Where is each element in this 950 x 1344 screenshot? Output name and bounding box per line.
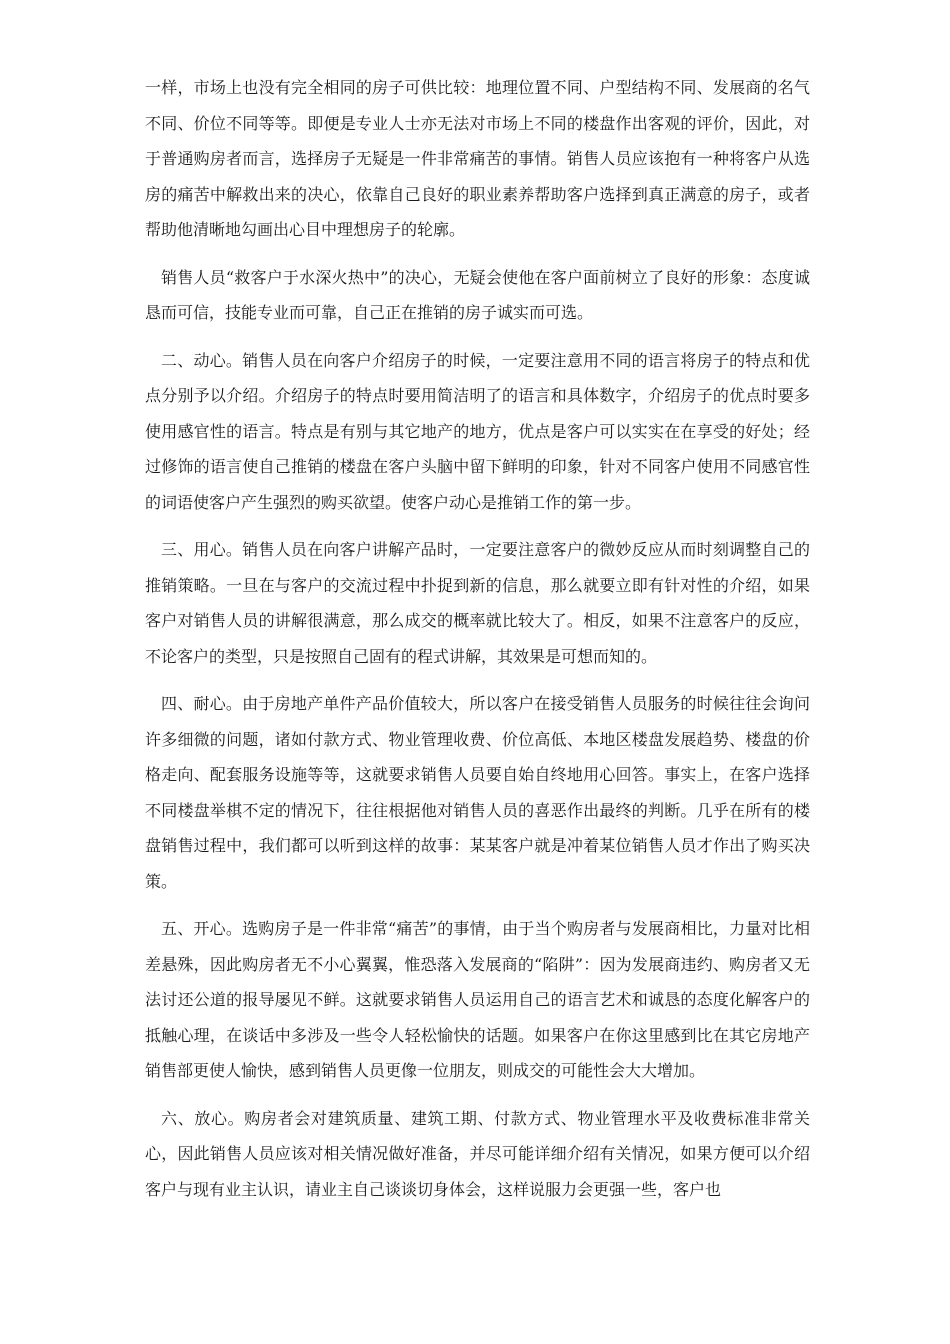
paragraph-section-2-dongxin: 二、动心。销售人员在向客户介绍房子的时候，一定要注意用不同的语言将房子的特点和优点分别予以介绍。介绍房子的特点时要用简洁明了的语言和具体数字，介绍房子的优点时要多使用感官性的语言。特点是有别与其它地产的地方，优点是客户可以实实在在享受的好处；经过修饰的语言使自己推销的楼盘在客户头脑中留下鲜明的印象，针对不同客户使用不同感官性的词语使客户产生强烈的购买欲望。使客户动心是推销工作的第一步。 [145,350,810,512]
paragraph-section-3-yongxin: 三、用心。销售人员在向客户讲解产品时，一定要注意客户的微妙反应从而时刻调整自己的推销策略。一旦在与客户的交流过程中扑捉到新的信息，那么就要立即有针对性的介绍，如果客户对销售人员的讲解很满意，那么成交的概率就比较大了。相反，如果不注意客户的反应，不论客户的类型，只是按照自己固有的程式讲解，其效果是可想而知的。 [145,540,810,666]
paragraph-section-6-fangxin: 六、放心。购房者会对建筑质量、建筑工期、付款方式、物业管理水平及收费标准非常关心，因此销售人员应该对相关情况做好准备，并尽可能详细介绍有关情况，如果方便可以介绍客户与现有业主认识，请业主自己谈谈切身体会，这样说服力会更强一些，客户也 [145,1108,810,1199]
paragraph-salesperson-image: 销售人员“救客户于水深火热中”的决心，无疑会使他在客户面前树立了良好的形象：态度诚恳而可信，技能专业而可靠，自己正在推销的房子诚实而可选。 [145,267,810,322]
paragraph-intro-continuation: 一样，市场上也没有完全相同的房子可供比较：地理位置不同、户型结构不同、发展商的名气不同、价位不同等等。即便是专业人士亦无法对市场上不同的楼盘作出客观的评价，因此，对于普通购房者而言，选择房子无疑是一件非常痛苦的事情。销售人员应该抱有一种将客户从选房的痛苦中解救出来的决心，依靠自己良好的职业素养帮助客户选择到真正满意的房子，或者帮助他清晰地勾画出心目中理想房子的轮廓。 [145,78,810,239]
paragraph-section-5-kaixin: 五、开心。选购房子是一件非常“痛苦”的事情，由于当个购房者与发展商相比，力量对比相差悬殊，因此购房者无不小心翼翼，惟恐落入发展商的“陷阱”：因为发展商违约、购房者又无法讨还公道的报导屡见不鲜。这就要求销售人员运用自己的语言艺术和诚恳的态度化解客户的抵触心理，在谈话中多涉及一些令人轻松愉快的话题。如果客户在你这里感到比在其它房地产销售部更使人愉快，感到销售人员更像一位朋友，则成交的可能性会大大增加。 [145,919,810,1080]
document-page [145,70,810,1219]
paragraph-section-4-naixin: 四、耐心。由于房地产单件产品价值较大，所以客户在接受销售人员服务的时候往往会询问许多细微的问题，诸如付款方式、物业管理收费、价位高低、本地区楼盘发展趋势、楼盘的价格走向、配套服务设施等等，这就要求销售人员要自始自终地用心回答。事实上，在客户选择不同楼盘举棋不定的情况下，往往根据他对销售人员的喜恶作出最终的判断。几乎在所有的楼盘销售过程中，我们都可以听到这样的故事：某某客户就是冲着某位销售人员才作出了购买决策。 [145,694,810,891]
